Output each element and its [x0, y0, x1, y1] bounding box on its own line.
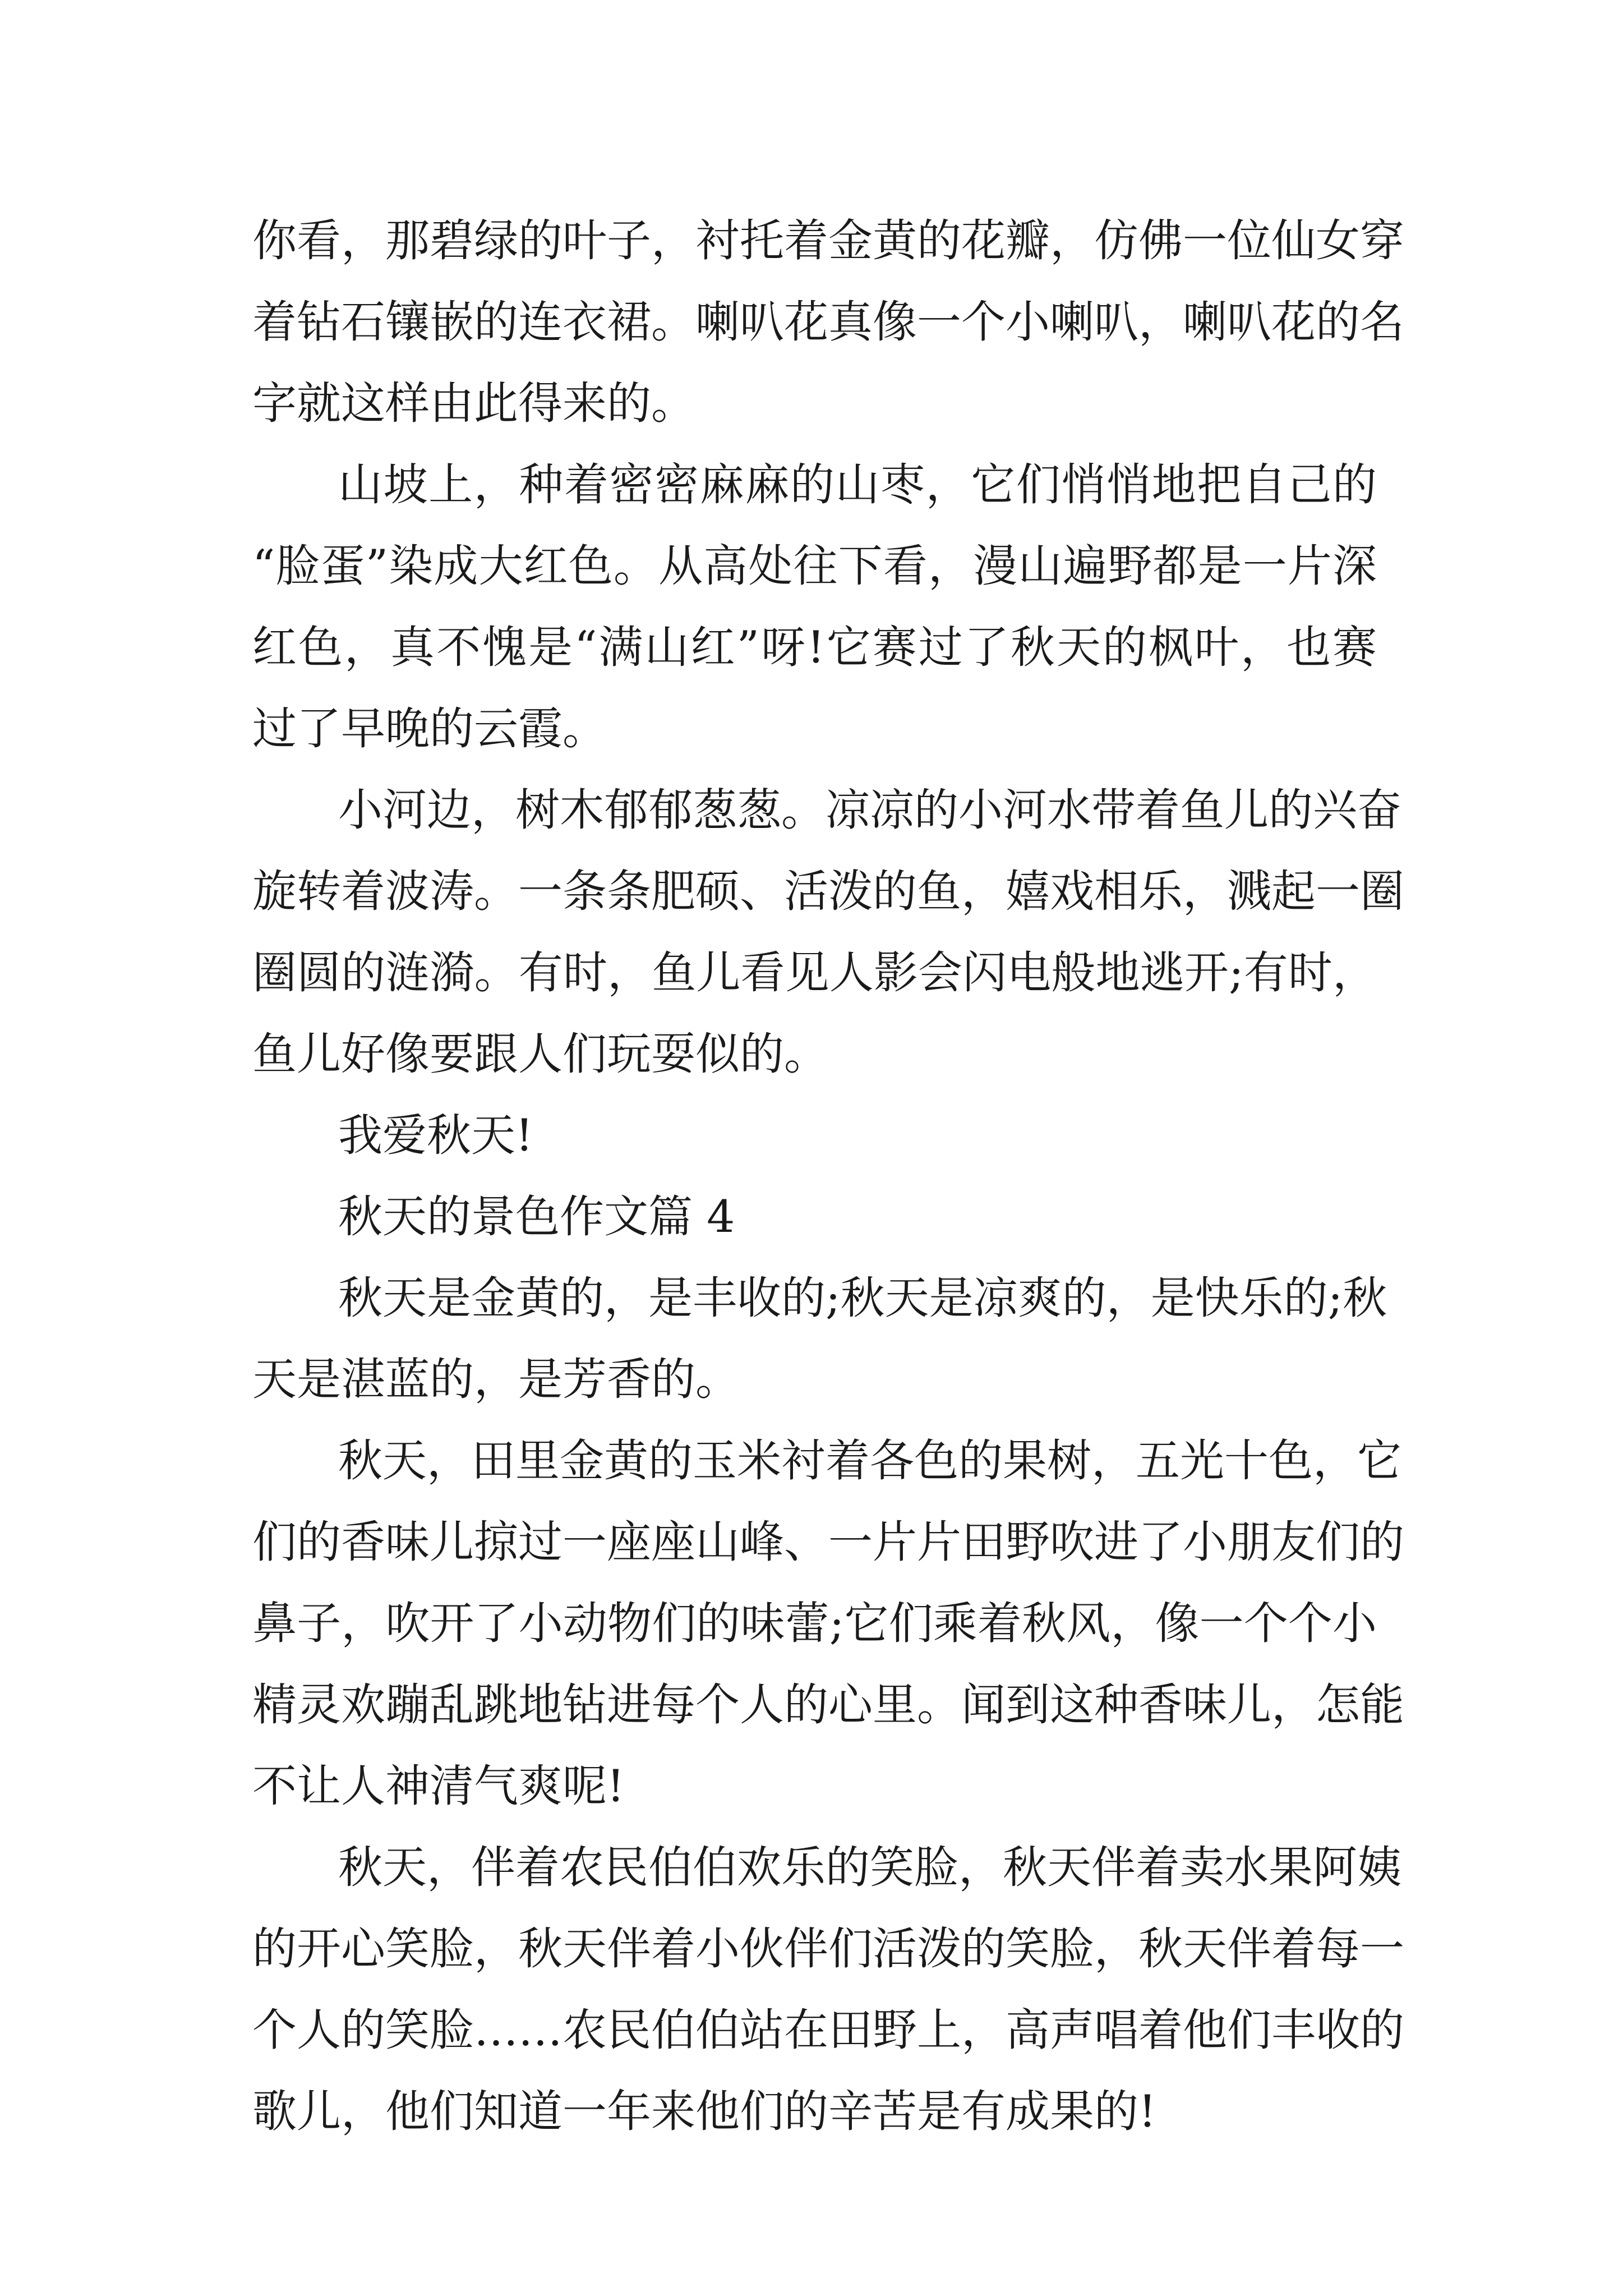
text-line-8: 小河边，树木郁郁葱葱。凉凉的小河水带着鱼儿的兴奋	[338, 784, 1401, 836]
text-line-3: 字就这样由此得来的。	[252, 378, 695, 429]
text-line-23: 个人的笑脸……农民伯伯站在田野上，高声唱着他们丰收的	[252, 2004, 1404, 2056]
text-line-10: 圈圆的涟漪。有时，鱼儿看见人影会闪电般地逃开;有时，	[252, 947, 1377, 999]
text-line-24: 歌儿，他们知道一年来他们的辛苦是有成果的!	[252, 2086, 1156, 2137]
text-line-15: 天是湛蓝的，是芳香的。	[252, 1354, 740, 1405]
text-line-22: 的开心笑脸，秋天伴着小伙伴们活泼的笑脸，秋天伴着每一	[252, 1923, 1404, 1975]
text-line-7: 过了早晚的云霞。	[252, 703, 607, 754]
text-line-18: 鼻子，吹开了小动物们的味蕾;它们乘着秋风，像一个个小	[252, 1598, 1377, 1649]
text-line-21: 秋天，伴着农民伯伯欢乐的笑脸，秋天伴着卖水果阿姨	[338, 1842, 1401, 1893]
text-line-9: 旋转着波涛。一条条肥硕、活泼的鱼，嬉戏相乐，溅起一圈	[252, 866, 1404, 917]
text-line-2: 着钻石镶嵌的连衣裙。喇叭花真像一个小喇叭，喇叭花的名	[252, 296, 1404, 348]
text-line-4: 山坡上，种着密密麻麻的山枣，它们悄悄地把自己的	[338, 459, 1377, 510]
text-line-1: 你看，那碧绿的叶子，衬托着金黄的花瓣，仿佛一位仙女穿	[252, 215, 1404, 266]
section-title: 秋天的景色作文篇 4	[338, 1191, 735, 1243]
text-line-17: 们的香味儿掠过一座座山峰、一片片田野吹进了小朋友们的	[252, 1516, 1404, 1568]
text-line-12: 我爱秋天!	[338, 1110, 533, 1161]
text-line-6: 红色，真不愧是“满山红”呀!它赛过了秋天的枫叶，也赛	[252, 622, 1377, 673]
text-line-16: 秋天，田里金黄的玉米衬着各色的果树，五光十色，它	[338, 1435, 1401, 1487]
text-line-20: 不让人神清气爽呢!	[252, 1760, 625, 1812]
text-line-11: 鱼儿好像要跟人们玩耍似的。	[252, 1028, 828, 1080]
text-line-19: 精灵欢蹦乱跳地钻进每个人的心里。闻到这种香味儿，怎能	[252, 1679, 1404, 1731]
text-line-14: 秋天是金黄的，是丰收的;秋天是凉爽的，是快乐的;秋	[338, 1272, 1387, 1324]
text-line-5: “脸蛋”染成大红色。从高处往下看，漫山遍野都是一片深	[252, 540, 1377, 592]
